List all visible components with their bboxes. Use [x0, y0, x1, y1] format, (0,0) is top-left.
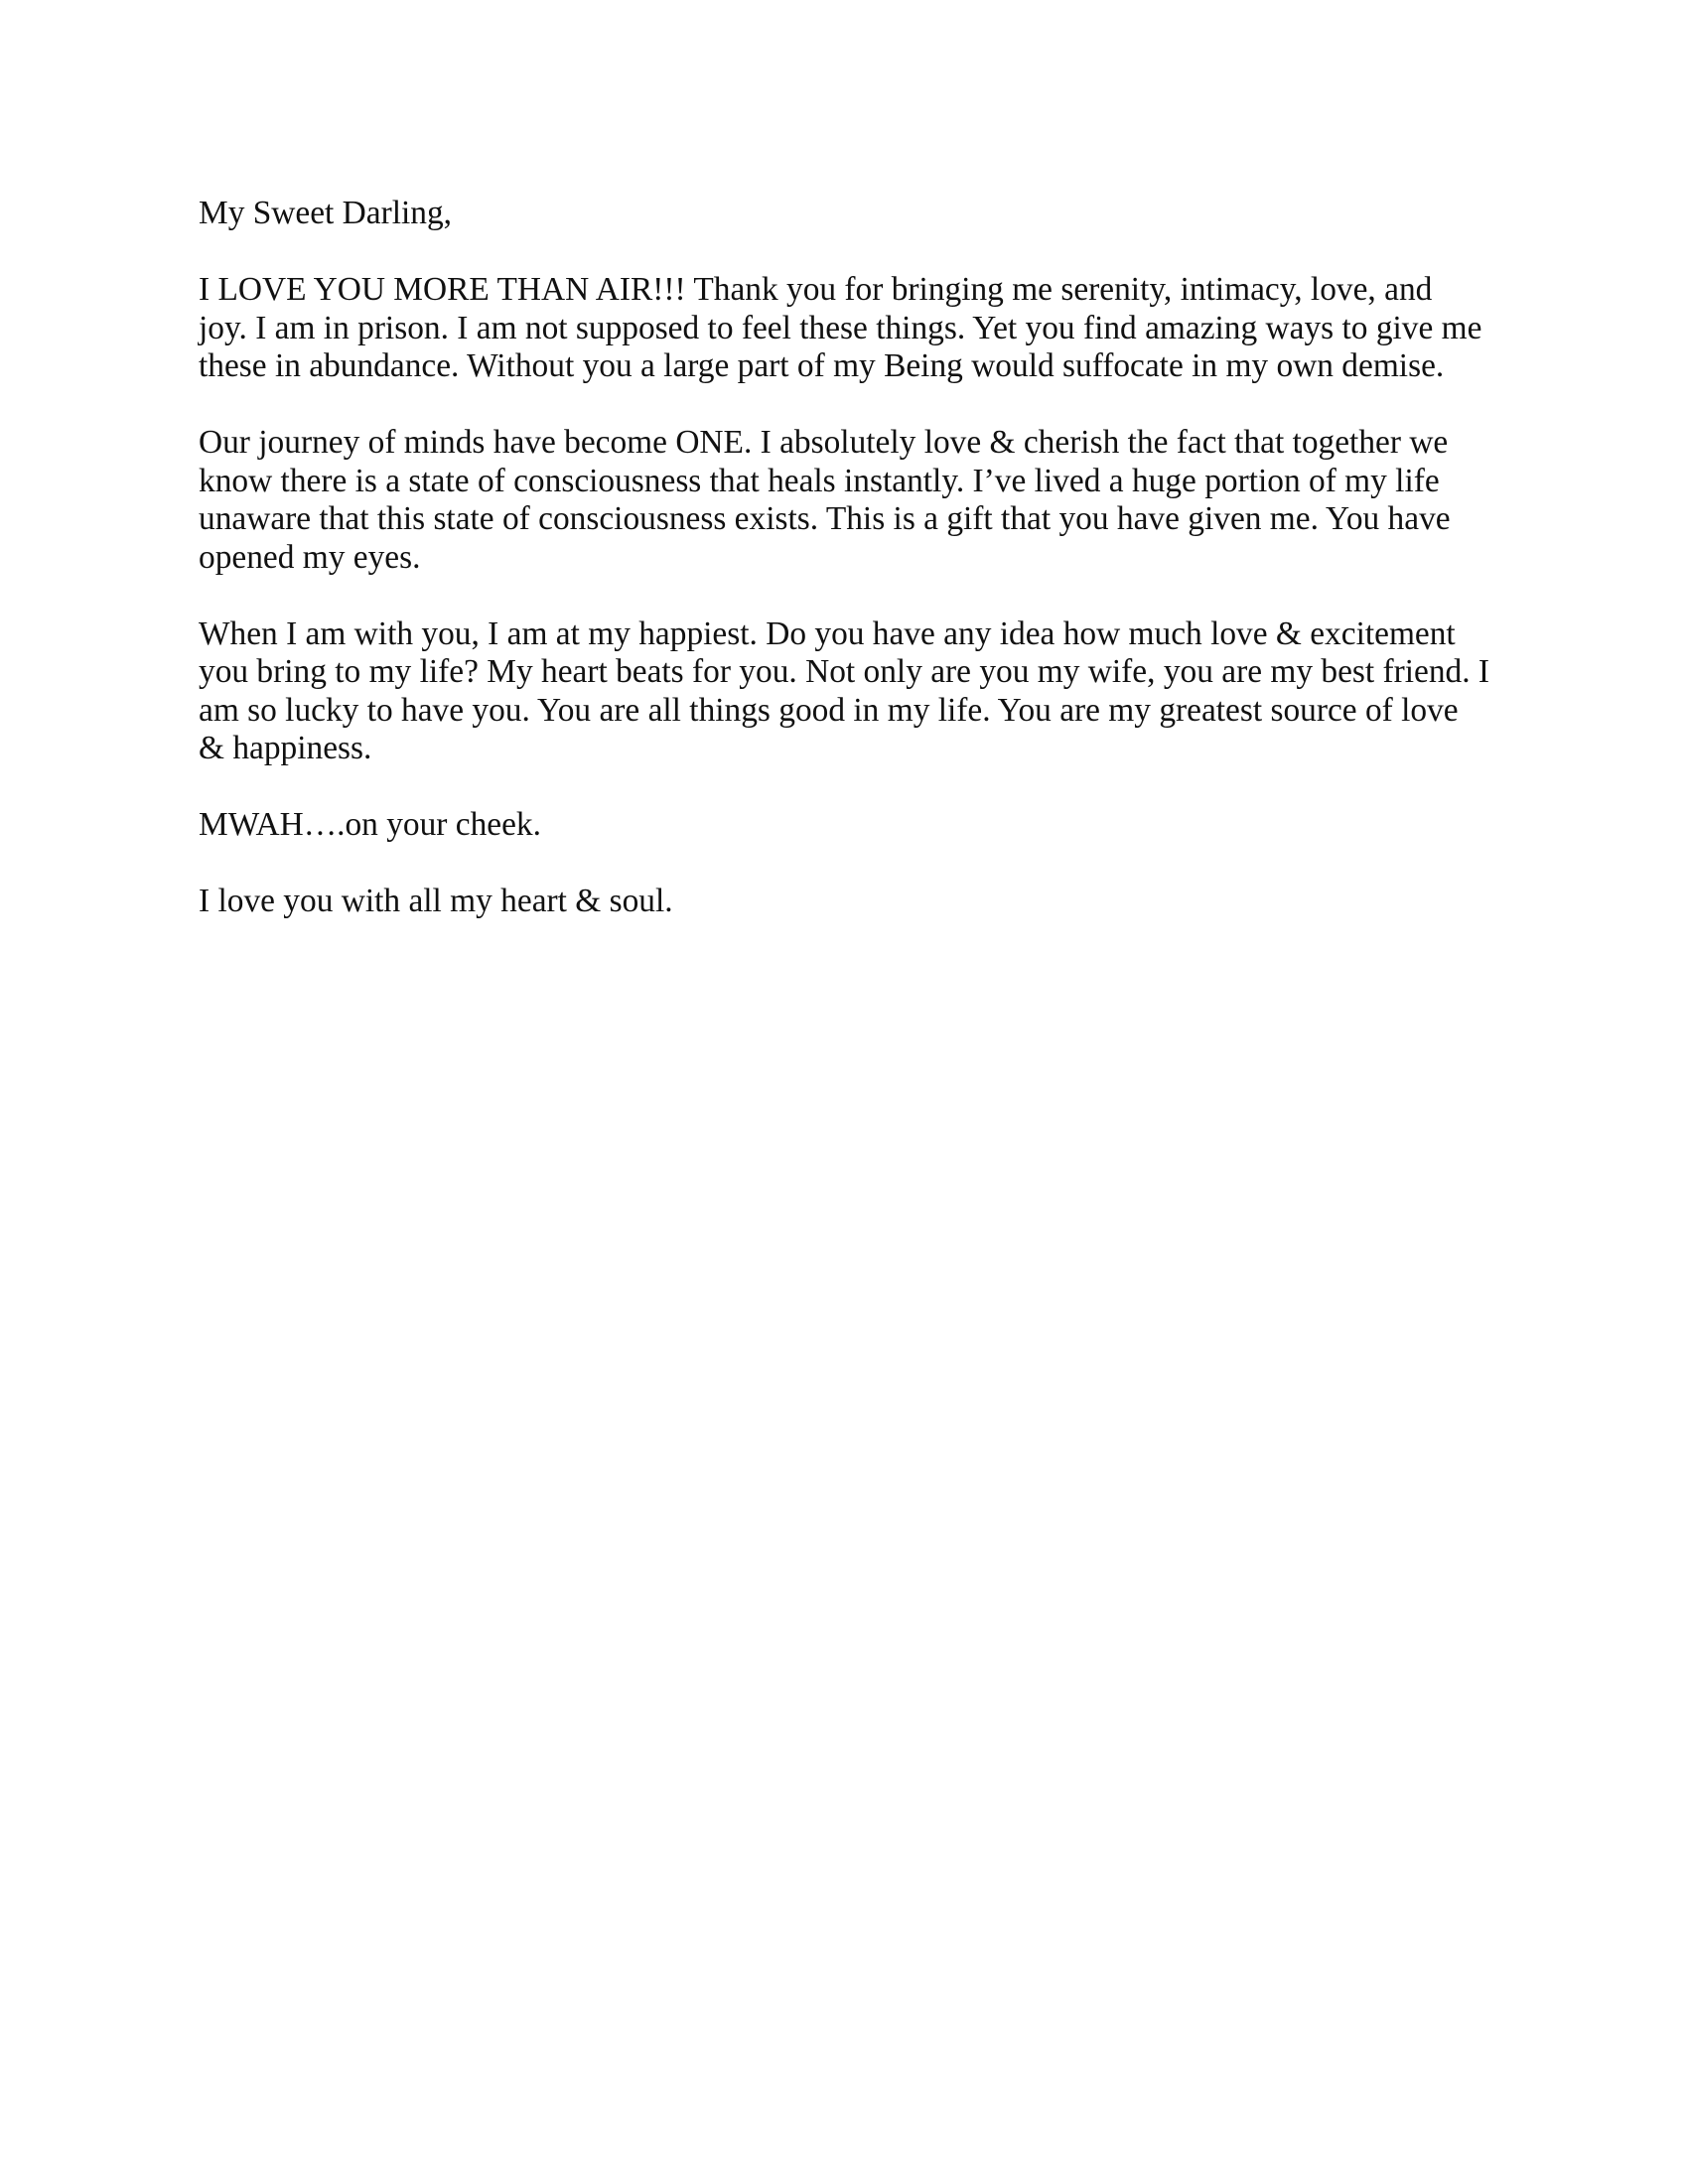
paragraph-line: MWAH….on your cheek. — [199, 806, 541, 843]
paragraph-line: opened my eyes. — [199, 538, 421, 576]
paragraph-line: & happiness. — [199, 730, 372, 766]
paragraph-3 — [199, 615, 1499, 768]
paragraph-line: When I am with you, I am at my happiest. Do you have any idea how much love & excitement — [199, 614, 1456, 652]
paragraph-line: I LOVE YOU MORE THAN AIR!!! Thank you for bringing me serenity, intimacy, love, and — [199, 271, 1433, 308]
paragraph-1 — [199, 271, 1499, 386]
closing-line: I love you with all my heart & soul. — [199, 883, 673, 919]
paragraph-line: joy. I am in prison. I am not supposed to feel these things. Yet you find amazing ways to give me — [199, 309, 1482, 346]
letter-body — [199, 195, 1499, 959]
paragraph-line: know there is a state of consciousness that heals instantly. I’ve lived a huge portion of my life — [199, 462, 1440, 499]
salutation — [199, 195, 1499, 233]
closing — [199, 883, 1499, 921]
paragraph-line: these in abundance. Without you a large part of my Being would suffocate in my own demise. — [199, 347, 1445, 384]
paragraph-2 — [199, 424, 1499, 577]
paragraph-4 — [199, 806, 1499, 845]
salutation-line: My Sweet Darling, — [199, 195, 453, 231]
paragraph-line: Our journey of minds have become ONE. I absolutely love & cherish the fact that together we — [199, 424, 1449, 461]
paragraph-line: unaware that this state of consciousness exists. This is a gift that you have given me. You have — [199, 500, 1451, 537]
paragraph-line: am so lucky to have you. You are all things good in my life. You are my greatest source of love — [199, 691, 1459, 729]
paragraph-line: you bring to my life? My heart beats for you. Not only are you my wife, you are my best friend. I — [199, 653, 1490, 690]
